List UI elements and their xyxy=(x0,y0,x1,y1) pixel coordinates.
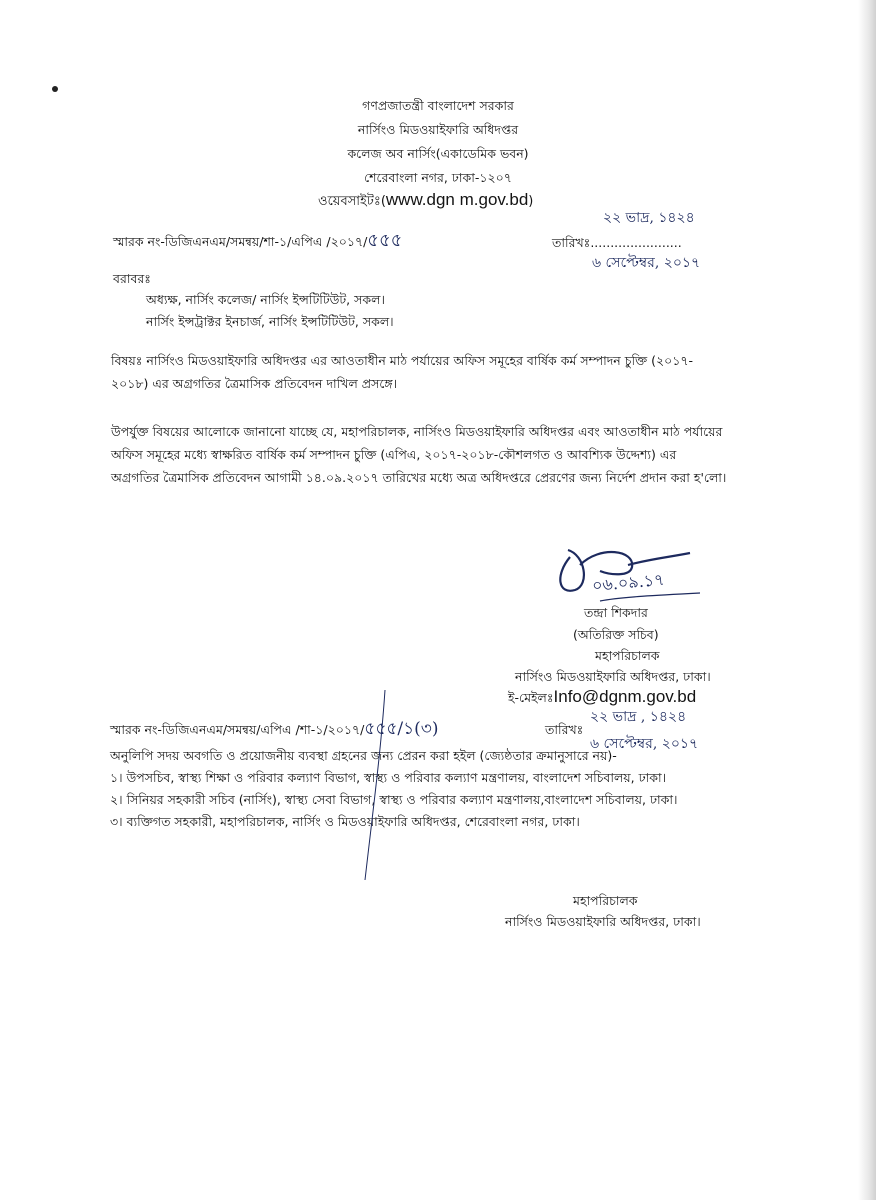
scan-edge xyxy=(858,0,876,1200)
memo1-ref-handwritten: ৫৫৫ xyxy=(367,230,403,251)
signer-designation: (অতিরিক্ত সচিব) xyxy=(573,627,659,642)
website-url[interactable]: www.dgn m.gov.bd xyxy=(385,190,529,209)
recipients-heading: বরাবরঃ xyxy=(113,271,151,286)
website-close: ) xyxy=(528,194,534,209)
memo2-ref-prefix: স্মারক নং-ডিজিএনএম/সমন্বয়/এপিএ /শা-১/২০১৭/ xyxy=(110,722,365,737)
scan-speck xyxy=(52,86,58,92)
signer-office: নার্সিংও মিডওয়াইফারি অধিদপ্তর, ঢাকা। xyxy=(515,669,711,684)
header-line-1: গণপ্রজাতন্ত্রী বাংলাদেশ সরকার xyxy=(362,98,514,113)
email-address[interactable]: Info@dgnm.gov.bd xyxy=(553,687,697,706)
copy-item-1: ১। উপসচিব, স্বাস্থ্য শিক্ষা ও পরিবার কল্যাণ বিভাগ, স্বাস্থ্য ও পরিবার কল্যাণ মন্ত্রণালয়, বাংলাদেশ সচিবালয়, ঢাকা। xyxy=(110,770,667,785)
memo2-date-label: তারিখঃ xyxy=(545,722,584,737)
memo1-date-label: তারিখঃ....................... xyxy=(552,235,682,250)
memo2-date-bangla: ২২ ভাদ্র , ১৪২৪ xyxy=(590,709,687,725)
memo2-ref-handwritten: ৫৫৫/১(৩) xyxy=(364,719,439,739)
footer-title: মহাপরিচালক xyxy=(573,893,638,908)
website-line xyxy=(318,190,533,212)
subject-line-2: ২০১৮) এর অগ্রগতির ত্রৈমাসিক প্রতিবেদন দাখিল প্রসঙ্গে। xyxy=(111,376,398,391)
footer-office: নার্সিংও মিডওয়াইফারি অধিদপ্তর, ঢাকা। xyxy=(505,914,701,929)
body-line-2: অফিস সমূহের মধ্যে স্বাক্ষরিত বার্ষিক কর্ম সম্পাদন চুক্তি (এপিএ, ২০১৭-২০১৮-কৌশলগত ও আবশ্যিক উদ্দেশ্য) এর xyxy=(111,447,677,462)
body-line-1: উপর্যুক্ত বিষয়ের আলোকে জানানো যাচ্ছে যে, মহাপরিচালক, নার্সিংও মিডওয়াইফারি অধিদপ্তর এবং আওতাধীন মাঠ পর্যায়ের xyxy=(111,424,723,439)
memo1-date-english: ৬ সেপ্টেম্বর, ২০১৭ xyxy=(592,255,701,271)
body-line-3: অগ্রগতির ত্রৈমাসিক প্রতিবেদন আগামী ১৪.০৯.২০১৭ তারিখের মধ্যে অত্র অধিদপ্তরে প্রেরণের জন্য নির্দেশ প্রদান করা হ'লো। xyxy=(111,470,727,485)
header-line-3: কলেজ অব নার্সিং(একাডেমিক ভবন) xyxy=(347,146,529,161)
signer-name: তন্দ্রা শিকদার xyxy=(584,605,648,620)
memo1-ref xyxy=(113,230,403,251)
recipient-1: অধ্যক্ষ, নার্সিং কলেজ/ নার্সিং ইন্সটিটিউট, সকল। xyxy=(146,292,385,307)
header-line-4: শেরেবাংলা নগর, ঢাকা-১২০৭ xyxy=(364,170,512,185)
copy-item-3: ৩। ব্যক্তিগত সহকারী, মহাপরিচালক, নার্সিং ও মিডওয়াইফারি অধিদপ্তর, শেরেবাংলা নগর, ঢাকা। xyxy=(110,814,580,829)
subject-line-1: বিষয়ঃ নার্সিংও মিডওয়াইফারি অধিদপ্তর এর আওতাধীন মাঠ পর্যায়ের অফিস সমূহের বার্ষিক কর্ম সম্পাদন চুক্তি (২০১৭- xyxy=(111,353,694,368)
signature-handwritten-date: ০৬.০৯.১৭ xyxy=(591,569,666,596)
memo1-date-bangla: ২২ ভাদ্র, ১৪২৪ xyxy=(603,210,695,226)
email-label: ই-মেইলঃ xyxy=(508,690,554,705)
copy-intro: অনুলিপি সদয় অবগতি ও প্রয়োজনীয় ব্যবস্থা গ্রহনের জন্য প্রেরন করা হইল (জ্যেষ্ঠতার ক্রমানুসারে নয়)- xyxy=(110,748,617,763)
signer-title: মহাপরিচালক xyxy=(595,648,660,663)
header-line-2: নার্সিংও মিডওয়াইফারি অধিদপ্তর xyxy=(357,122,519,137)
website-label: ওয়েবসাইটঃ( xyxy=(318,194,386,209)
memo1-ref-prefix: স্মারক নং-ডিজিএনএম/সমন্বয়/শা-১/এপিএ /২০১৭/ xyxy=(113,234,368,249)
copy-item-2: ২। সিনিয়র সহকারী সচিব (নার্সিং), স্বাস্থ্য সেবা বিভাগ, স্বাস্থ্য ও পরিবার কল্যাণ মন্ত্রণালয়,বাংলাদেশ সচিবালয়, ঢাকা। xyxy=(110,792,678,807)
signer-email-line xyxy=(508,687,696,708)
memo2-date-english: ৬ সেপ্টেম্বর, ২০১৭ xyxy=(590,736,699,752)
recipient-2: নার্সিং ইন্সট্রাক্টর ইনচার্জ, নার্সিং ইন্সটিটিউট, সকল। xyxy=(146,314,394,329)
pen-stroke xyxy=(355,690,395,890)
